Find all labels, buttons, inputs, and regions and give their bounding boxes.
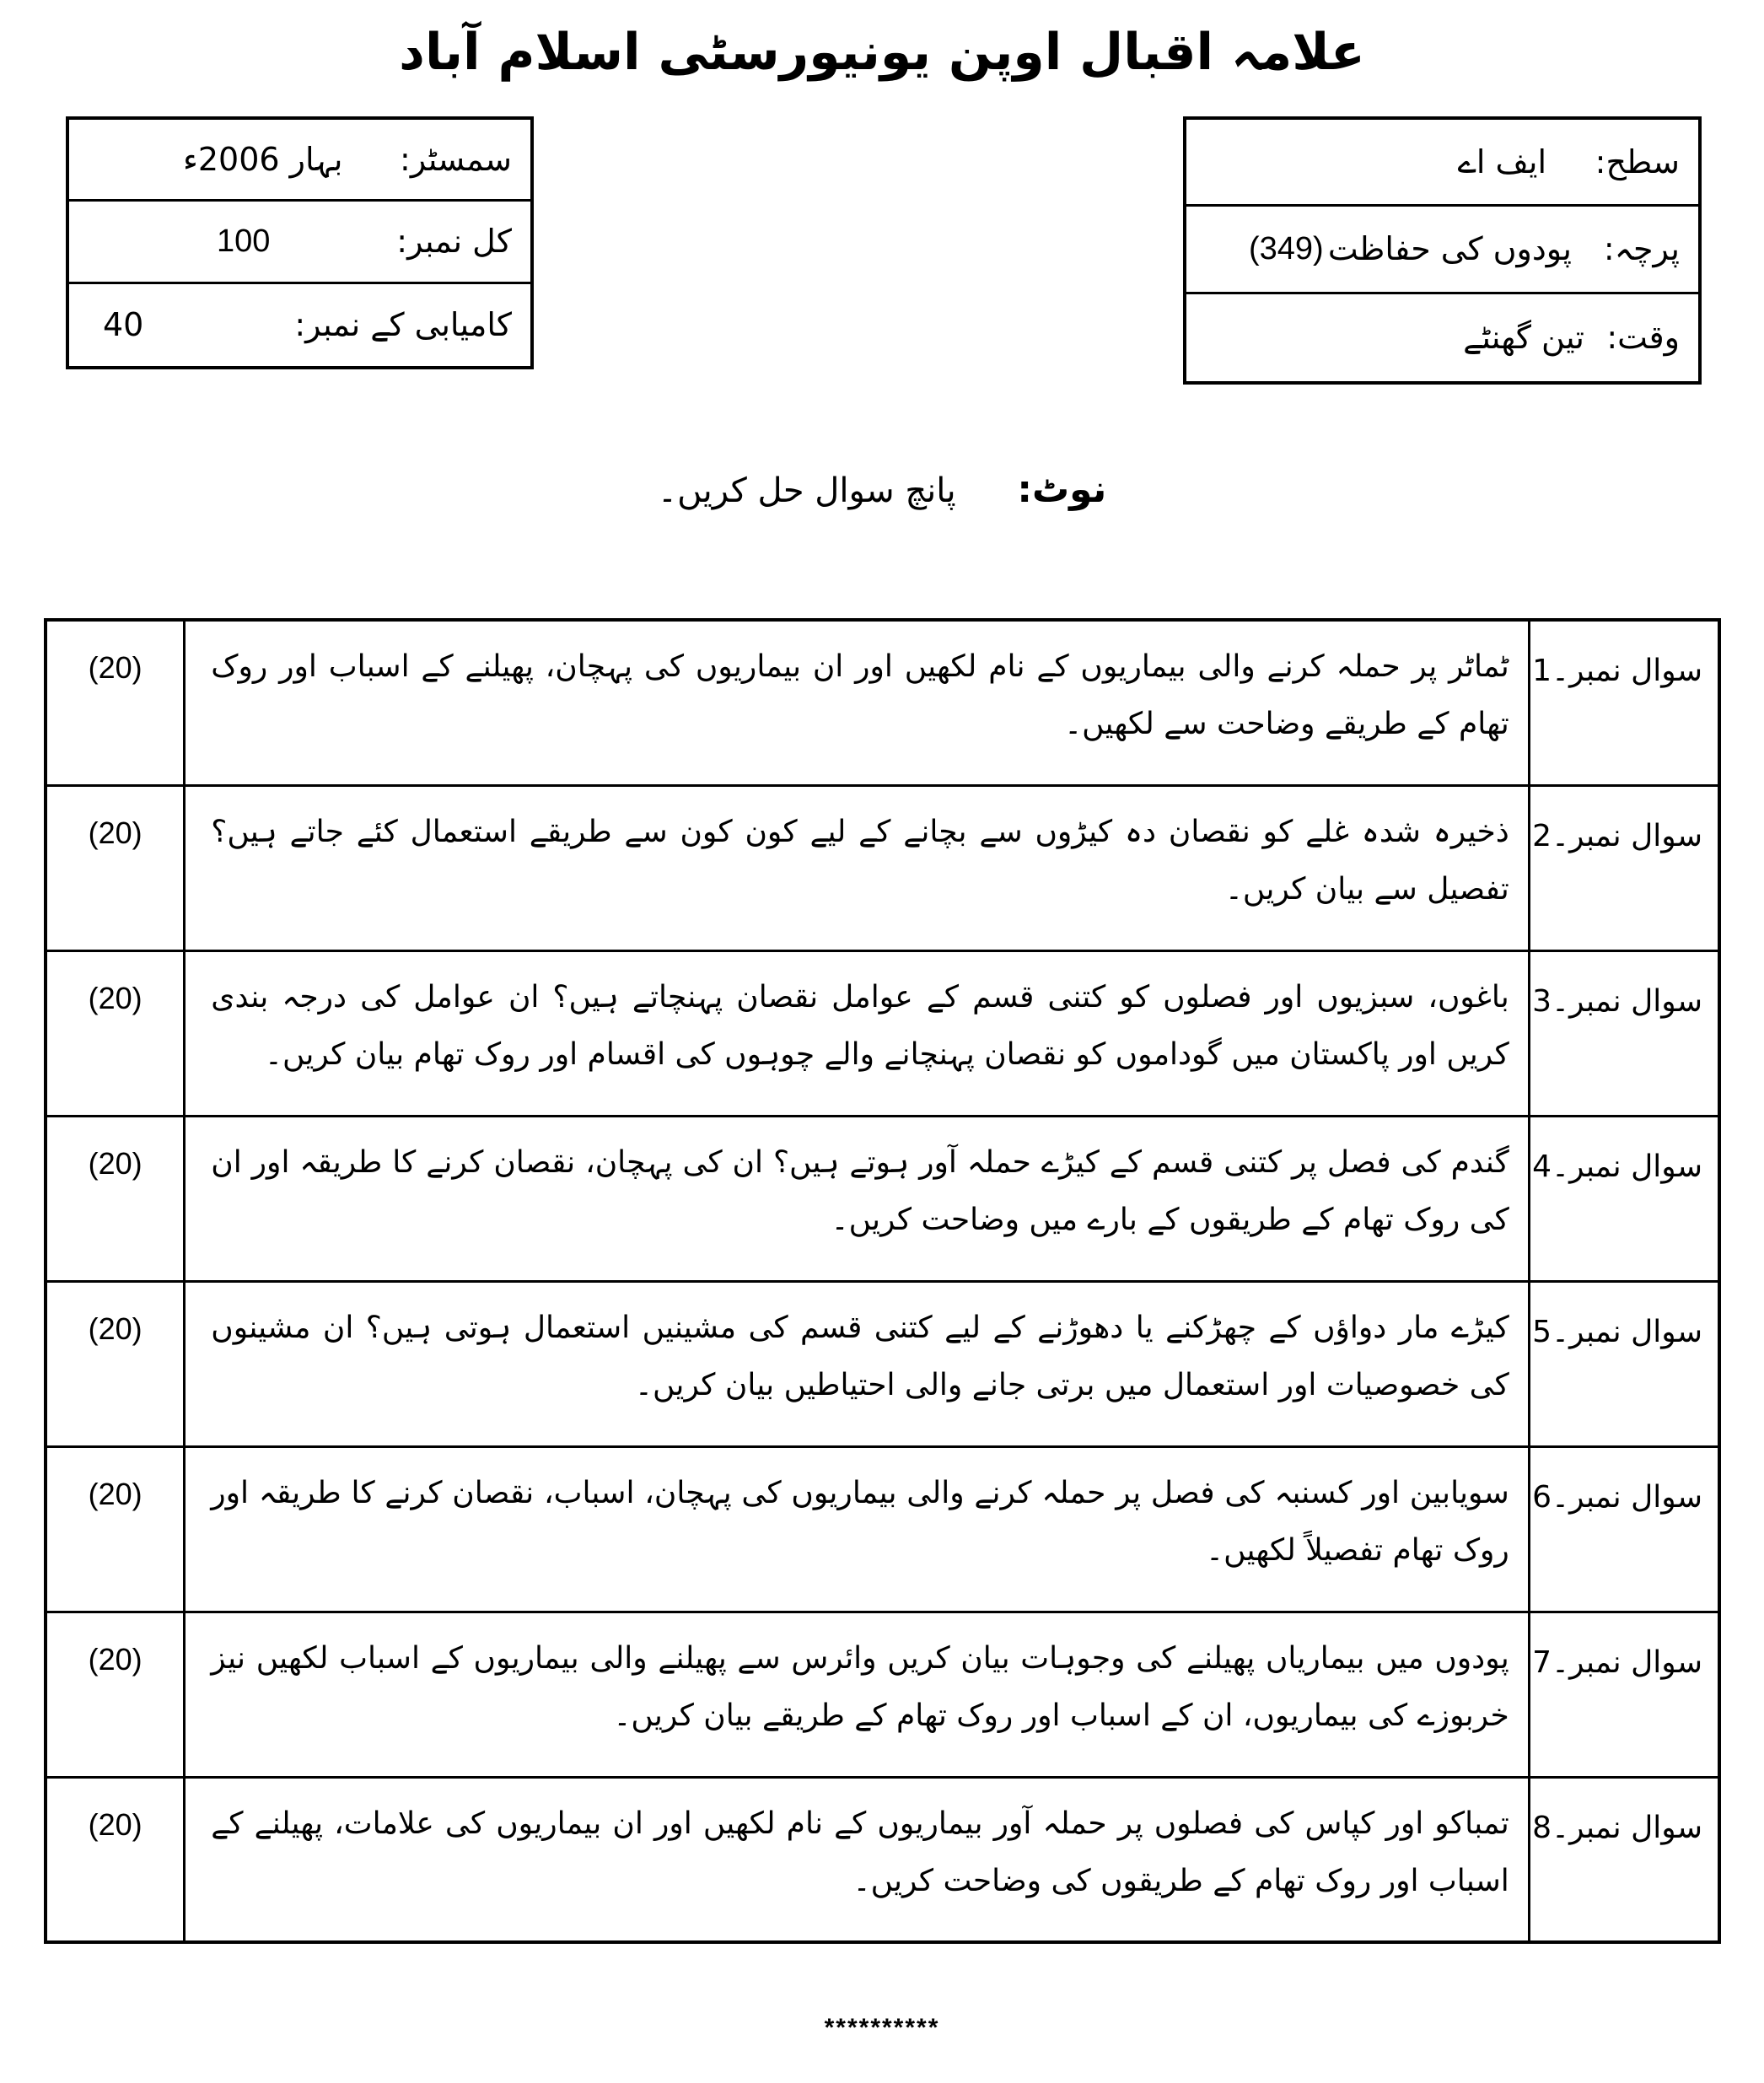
question-marks: (20) <box>46 1446 185 1612</box>
pass-marks-row <box>69 284 530 366</box>
questions-table <box>44 618 1721 1944</box>
paper-label: پرچہ: <box>1603 230 1680 268</box>
note-text: پانچ سوال حل کریں۔ <box>657 471 956 510</box>
exam-info-box-right <box>1183 116 1702 385</box>
question-marks: (20) <box>46 785 185 950</box>
question-row <box>46 620 1719 785</box>
question-number: سوال نمبر۔7 <box>1529 1612 1719 1777</box>
question-marks: (20) <box>46 950 185 1116</box>
time-row <box>1186 294 1698 381</box>
level-label: سطح: <box>1595 143 1680 181</box>
question-text: ذخیرہ شدہ غلے کو نقصان دہ کیڑوں سے بچانے کے لیے کون کون سے طریقے استعمال کئے جاتے ہیں؟ تفصیل سے بیان کریں۔ <box>185 785 1530 950</box>
pass-marks-value: 40 <box>103 306 144 344</box>
question-row <box>46 1612 1719 1777</box>
question-row <box>46 1446 1719 1612</box>
question-text: گندم کی فصل پر کتنی قسم کے کیڑے حملہ آور ہوتے ہیں؟ ان کی پہچان، نقصان کرنے کا طریقہ اور ان کی روک تھام کے طریقوں کے بارے میں وضاحت کریں۔ <box>185 1116 1530 1281</box>
question-row <box>46 785 1719 950</box>
question-text: پودوں میں بیماریاں پھیلنے کی وجوہات بیان کریں وائرس سے پھیلنے والی بیماریوں کے اسباب لکھیں نیز خربوزے کی بیماریوں، ان کے اسباب اور روک تھام کے طریقے بیان کریں۔ <box>185 1612 1530 1777</box>
instruction-note <box>0 468 1764 511</box>
question-row <box>46 950 1719 1116</box>
question-marks: (20) <box>46 1612 185 1777</box>
paper-value: پودوں کی حفاظت <box>1327 230 1572 268</box>
note-label: نوٹ: <box>1017 468 1107 511</box>
semester-row <box>69 120 530 202</box>
question-number: سوال نمبر۔6 <box>1529 1446 1719 1612</box>
question-text: کیڑے مار دواؤں کے چھڑکنے یا دھوڑنے کے لیے کتنی قسم کی مشینیں استعمال ہوتی ہیں؟ ان مشینوں کی خصوصیات اور استعمال میں برتی جانے والی احتیاطیں بیان کریں۔ <box>185 1281 1530 1446</box>
question-marks: (20) <box>46 1777 185 1942</box>
total-marks-row <box>69 202 530 283</box>
semester-value: بہار 2006ء <box>183 141 343 179</box>
level-value: ایف اے <box>1457 143 1546 181</box>
question-number: سوال نمبر۔4 <box>1529 1116 1719 1281</box>
question-marks: (20) <box>46 620 185 785</box>
question-number: سوال نمبر۔8 <box>1529 1777 1719 1942</box>
question-row <box>46 1281 1719 1446</box>
question-marks: (20) <box>46 1281 185 1446</box>
time-label: وقت: <box>1606 319 1680 357</box>
question-text: سویابین اور کسنبہ کی فصل پر حملہ کرنے والی بیماریوں کی پہچان، اسباب، نقصان کرنے کا طریقہ اور روک تھام تفصیلاً لکھیں۔ <box>185 1446 1530 1612</box>
question-number: سوال نمبر۔3 <box>1529 950 1719 1116</box>
question-number: سوال نمبر۔5 <box>1529 1281 1719 1446</box>
end-of-paper-stars: ********** <box>824 2014 940 2042</box>
question-text: باغوں، سبزیوں اور فصلوں کو کتنی قسم کے عوامل نقصان پہنچاتے ہیں؟ ان عوامل کی درجہ بندی کریں اور پاکستان میں گوداموں کو نقصان پہنچانے والے چوہوں کی اقسام اور روک تھام بیان کریں۔ <box>185 950 1530 1116</box>
question-row <box>46 1116 1719 1281</box>
pass-marks-label: کامیابی کے نمبر: <box>294 306 512 344</box>
question-text: ٹماٹر پر حملہ کرنے والی بیماریوں کے نام لکھیں اور ان بیماریوں کی پہچان، پھیلنے کے اسباب اور روک تھام کے طریقے وضاحت سے لکھیں۔ <box>185 620 1530 785</box>
exam-info-box-left <box>66 116 534 369</box>
total-marks-label: کل نمبر: <box>396 223 512 261</box>
level-row <box>1186 120 1698 207</box>
question-text: تمباکو اور کپاس کی فصلوں پر حملہ آور بیماریوں کے نام لکھیں اور ان بیماریوں کی علامات، پھیلنے کے اسباب اور روک تھام کے طریقوں کی وضاحت کریں۔ <box>185 1777 1530 1942</box>
paper-row <box>1186 207 1698 293</box>
question-number: سوال نمبر۔2 <box>1529 785 1719 950</box>
time-value: تین گھنٹے <box>1463 319 1584 357</box>
total-marks-value: 100 <box>217 223 271 259</box>
semester-label: سمسٹر: <box>400 141 512 179</box>
university-title: علامہ اقبال اوپن یونیورسٹی اسلام آباد <box>399 23 1365 82</box>
question-row <box>46 1777 1719 1942</box>
question-number: سوال نمبر۔1 <box>1529 620 1719 785</box>
question-marks: (20) <box>46 1116 185 1281</box>
paper-code: (349) <box>1249 230 1324 266</box>
